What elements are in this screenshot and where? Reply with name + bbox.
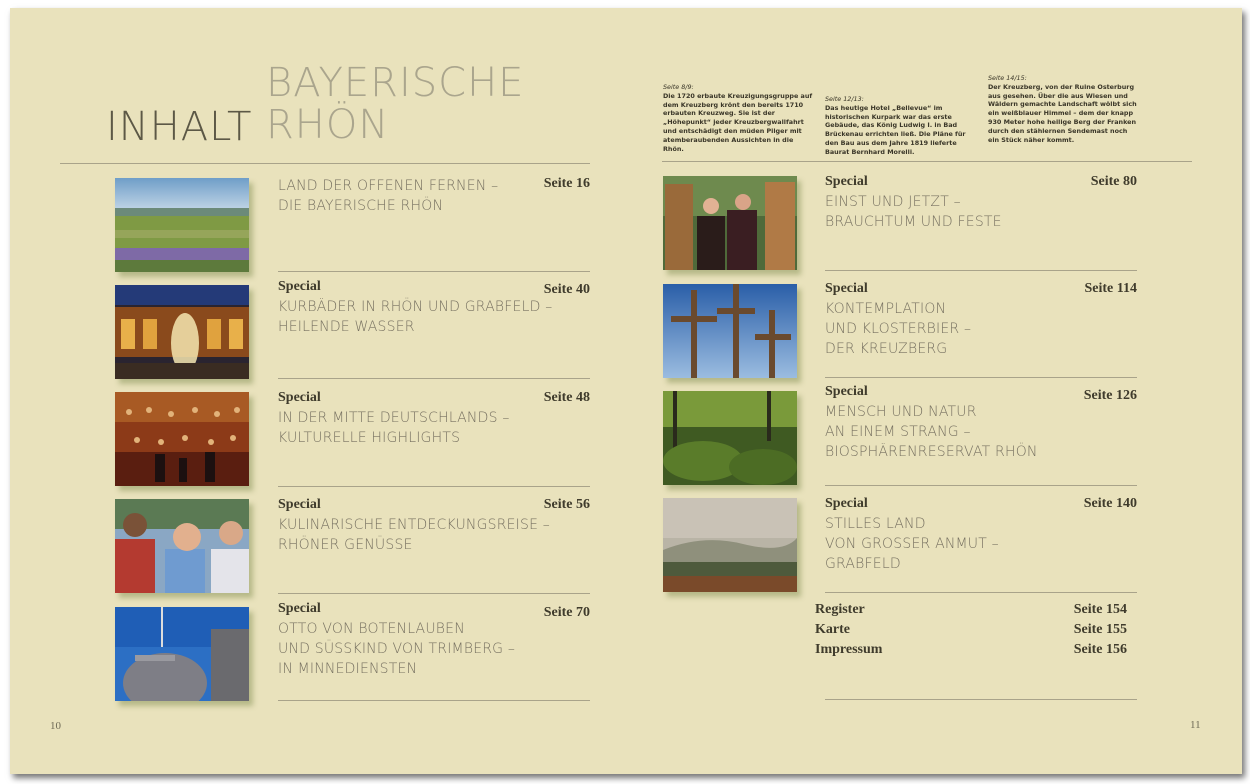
region-title: [266, 62, 524, 146]
entry-page: Seite 114: [1084, 281, 1137, 296]
toc-entry[interactable]: [825, 174, 1137, 232]
landscape-photo: [115, 178, 249, 272]
index-label: Karte: [815, 622, 850, 637]
entry-special-label: Special: [278, 279, 321, 294]
index-entry-karte[interactable]: [815, 622, 1127, 642]
entry-title: OTTO VON BOTENLAUBEN UND SÜSSKIND VON TRIMBERG – IN MINNEDIENSTEN: [278, 621, 516, 677]
entry-title: KONTEMPLATION UND KLOSTERBIER – DER KREUZBERG: [825, 301, 972, 357]
castle-photo: [115, 607, 249, 701]
toc-entry[interactable]: [278, 497, 590, 555]
entry-page: Seite 48: [543, 390, 590, 405]
index-entry-register[interactable]: [815, 602, 1127, 622]
toc-entry[interactable]: [825, 281, 1137, 359]
entry-special-label: Special: [278, 497, 321, 512]
index-page: Seite 154: [1073, 602, 1127, 617]
header-rule-left: [60, 163, 590, 164]
people-photo: [115, 499, 249, 593]
entry-rule: [825, 592, 1137, 593]
entry-page: Seite 70: [543, 605, 590, 620]
entry-special-label: Special: [825, 174, 868, 189]
entry-special-label: Special: [825, 496, 868, 511]
caption-3: Seite 14/15: Der Kreuzberg, von der Ruine Osterburg aus gesehen. Über die aus Wiesen und Wäldern gemachte Landschaft wölbt sich ein weißblauer Himmel – dem der knapp 930 Meter hohe heilige Berg der Franken durch den stählernen Sendemast noch ein Stück näher kommt.: [988, 74, 1137, 144]
caption-2: Seite 12/13: Das heutige Hotel „Bellevue“ im historischen Kurpark war das erste Gebäude, das König Ludwig I. in Bad Brückenau errichten ließ. Die Pläne für den Bau aus dem Jahre 1819 lieferte Baurat Bernhard Morelli.: [825, 95, 966, 156]
entry-rule: [278, 486, 590, 487]
index-page: Seite 155: [1073, 622, 1127, 637]
index-label: Impressum: [815, 642, 883, 657]
entry-title: IN DER MITTE DEUTSCHLANDS – KULTURELLE HIGHLIGHTS: [278, 410, 510, 446]
index-label: Register: [815, 602, 865, 617]
toc-entry[interactable]: [825, 496, 1137, 574]
toc-entry[interactable]: [278, 176, 590, 216]
fountain-photo: [115, 285, 249, 379]
entry-page: Seite 126: [1083, 388, 1137, 403]
page-number-right: 11: [1190, 719, 1201, 731]
index-rule: [825, 699, 1137, 700]
toc-entry[interactable]: [278, 601, 590, 679]
entry-title: EINST UND JETZT – BRAUCHTUM UND FESTE: [825, 194, 1002, 230]
index-entry-impressum[interactable]: [815, 642, 1127, 662]
caption-1: Seite 8/9: Die 1720 erbaute Kreuzigungsgruppe auf dem Kreuzberg krönt den bereits 1710 erbauten Kreuzweg. Sie ist der „Höhepunkt“ jeder Kreuzbergwallfahrt und entschädigt den müden Pilger mit atemberaubenden Aussichten in die Rhön.: [663, 83, 813, 153]
entry-special-label: Special: [825, 281, 868, 296]
entry-rule: [825, 270, 1137, 271]
entry-rule: [278, 593, 590, 594]
page-number-left: 10: [50, 720, 61, 732]
header-rule-right: [662, 161, 1192, 162]
toc-entry[interactable]: [278, 279, 590, 337]
entry-page: Seite 140: [1083, 496, 1137, 511]
forest-photo: [663, 391, 797, 485]
entry-page: Seite 80: [1090, 174, 1137, 189]
entry-rule: [825, 485, 1137, 486]
misty-landscape-photo: [663, 498, 797, 592]
costume-photo: [663, 176, 797, 270]
entry-title: MENSCH UND NATUR AN EINEM STRANG – BIOSPHÄRENRESERVAT RHÖN: [825, 404, 1038, 460]
entry-rule: [278, 378, 590, 379]
toc-entry[interactable]: [825, 384, 1137, 462]
orchestra-photo: [115, 392, 249, 486]
entry-rule: [278, 271, 590, 272]
entry-page: Seite 40: [543, 282, 590, 297]
entry-special-label: Special: [278, 601, 321, 616]
entry-title: KURBÄDER IN RHÖN UND GRABFELD – HEILENDE WASSER: [278, 299, 553, 335]
entry-title: KULINARISCHE ENTDECKUNGSREISE – RHÖNER GENÜSSE: [278, 517, 550, 553]
entry-rule: [825, 377, 1137, 378]
contents-heading: INHALT: [106, 104, 253, 150]
entry-special-label: Special: [278, 390, 321, 405]
entry-special-label: Special: [825, 384, 868, 399]
entry-page: Seite 16: [543, 176, 590, 191]
entry-page: Seite 56: [543, 497, 590, 512]
index-page: Seite 156: [1073, 642, 1127, 657]
entry-title: LAND DER OFFENEN FERNEN – DIE BAYERISCHE RHÖN: [278, 178, 499, 214]
entry-title: STILLES LAND VON GROSSER ANMUT – GRABFELD: [825, 516, 999, 572]
region-title-line2: RHÖN: [266, 102, 390, 148]
toc-entry[interactable]: [278, 390, 590, 448]
entry-rule: [278, 700, 590, 701]
region-title-line1: BAYERISCHE: [266, 60, 525, 106]
crosses-photo: [663, 284, 797, 378]
